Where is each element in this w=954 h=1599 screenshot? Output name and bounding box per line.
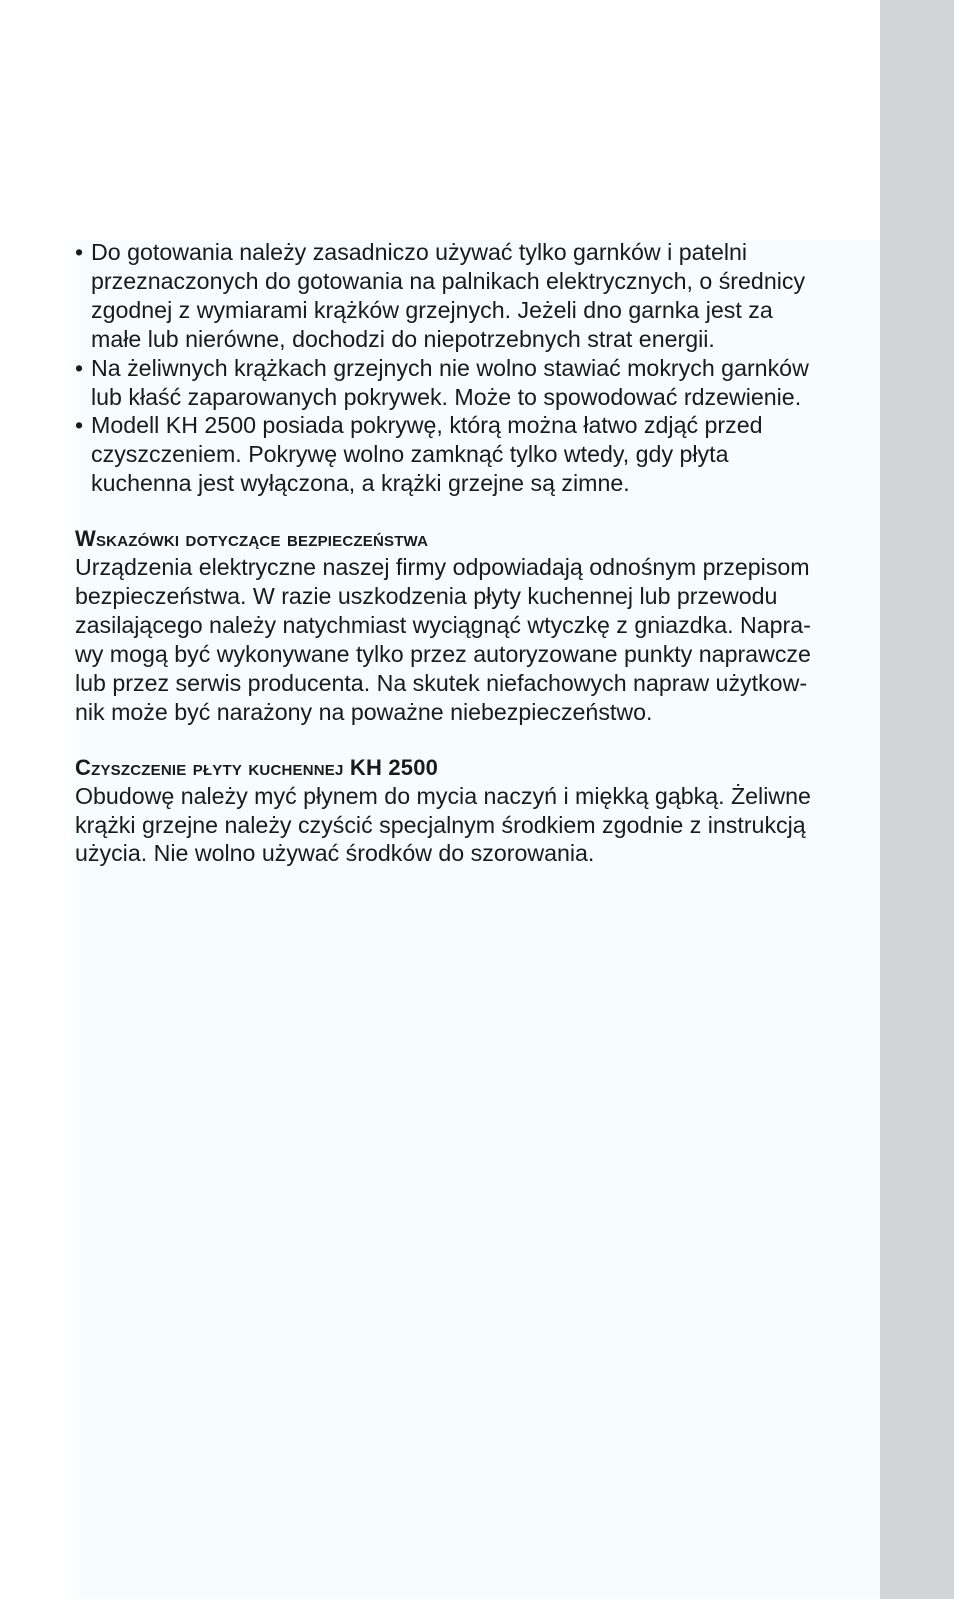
side-margin-strip (880, 0, 954, 1599)
bullet-item-cookware: • Do gotowania należy zasadniczo używać tylko garnków i patelni przeznaczonych do gotowania na palnikach elektrycznych, o średnicy zgodnej z wymiarami krążków grzejnych. Jeżeli dno garnka jest za małe lub nierówne, dochodzi do niepotrzebnych strat energii. (75, 238, 865, 354)
cleaning-heading-model: KH 2500 (349, 754, 439, 780)
cleaning-heading (75, 755, 865, 781)
safety-heading-text: Wskazówki dotyczące bezpieczeństwa (75, 526, 429, 552)
bullet-item-cover: • Modell KH 2500 posiada pokrywę, którą można łatwo zdjąć przed czyszczeniem. Pokrywę wolno zamknąć tylko wtedy, gdy płyta kuchenna jest wyłączona, a krążki grzejne są zimne. (75, 411, 865, 498)
cleaning-body: Obudowę należy myć płynem do mycia naczyń i miękką gąbką. Żeliwne krążki grzejne należy czyścić specjalnym środkiem zgodnie z instrukcją użycia. Nie wolno używać środków do szorowania. (75, 782, 811, 867)
document-text (75, 238, 865, 868)
safety-body: Urządzenia elektryczne naszej firmy odpowiadają odnośnym przepisom bezpieczeństwa. W razie uszkodzenia płyty kuchennej lub przewodu zasilającego należy natychmiast wyciągnąć wtyczkę z gniazdka. Napra- wy mogą być wykonywane tylko przez autoryzowane punkty naprawcze lub przez serwis producenta. Na skutek niefachowych napraw użytkow- nik może być narażony na poważne niebezpieczeństwo. (75, 554, 811, 725)
safety-heading (75, 526, 865, 552)
cleaning-heading-text: Czyszczenie płyty kuchennej (75, 754, 344, 780)
usage-bullet-list (75, 238, 865, 498)
bullet-item-wet-pots: • Na żeliwnych krążkach grzejnych nie wolno stawiać mokrych garnków lub kłaść zaparowanych pokrywek. Może to spowodować rdzewienie. (75, 354, 865, 412)
